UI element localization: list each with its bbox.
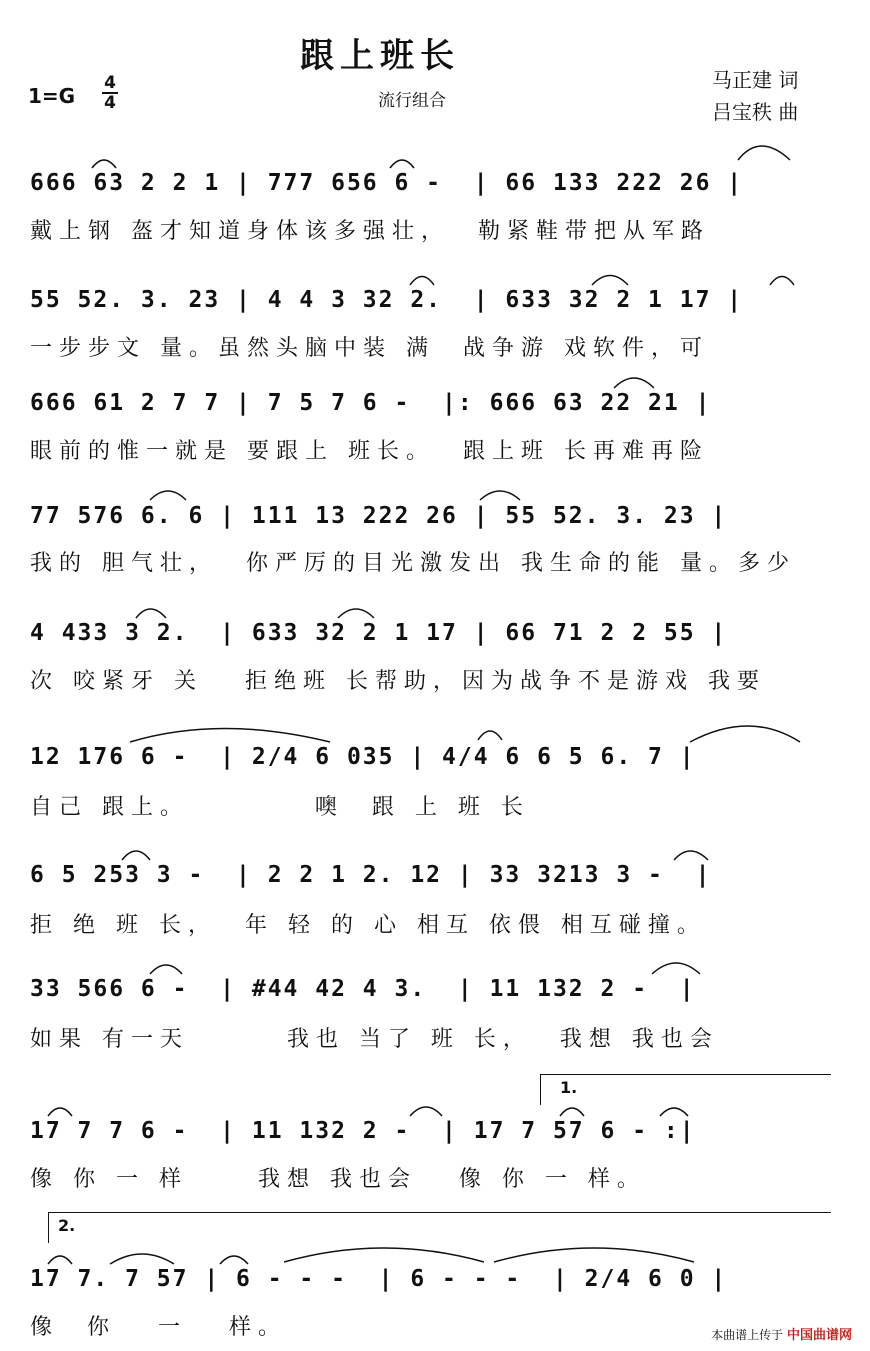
notation-line-2: 55 52. 3. 23 | 4 4 3 32 2. | 633 32 2 1 17 | bbox=[30, 287, 744, 313]
lyrics-line-10: 像 你 一 样。 bbox=[30, 1315, 287, 1340]
first-ending-label: 1. bbox=[560, 1078, 578, 1097]
notation-line-10: 17 7. 7 57 | 6 - - - | 6 - - - | 2/4 6 0 | bbox=[30, 1266, 728, 1292]
notation-line-6: 12 176 6 - | 2/4 6 035 | 4/4 6 6 5 6. 7 | bbox=[30, 744, 696, 770]
lyrics-line-4: 我的 胆气壮， 你严厉的目光激发出 我生命的能 量。多少 bbox=[30, 551, 796, 576]
composer-credit: 吕宝秩 曲 bbox=[712, 100, 799, 124]
notation-line-9: 17 7 7 6 - | 11 132 2 - | 17 7 57 6 - :| bbox=[30, 1118, 696, 1144]
footer-site[interactable]: 中国曲谱网 bbox=[786, 1328, 852, 1343]
footer-text: 本曲谱上传于 bbox=[711, 1328, 784, 1342]
time-signature-top: 4 bbox=[104, 73, 116, 93]
lyrics-line-1: 戴上钢 盔才知道身体该多强壮， 勒紧鞋带把从军路 bbox=[30, 219, 710, 244]
notation-line-7: 6 5 253 3 - | 2 2 1 2. 12 | 33 3213 3 - | bbox=[30, 862, 712, 888]
notation-line-5: 4 433 3 2. | 633 32 2 1 17 | 66 71 2 2 55 | bbox=[30, 620, 728, 646]
lyrics-line-7: 拒 绝 班 长， 年 轻 的 心 相互 依偎 相互碰撞。 bbox=[30, 913, 706, 938]
lyrics-line-5: 次 咬紧牙 关 拒绝班 长帮助，因为战争不是游戏 我要 bbox=[30, 669, 766, 694]
lyrics-line-9: 像 你 一 样 我想 我也会 像 你 一 样。 bbox=[30, 1167, 646, 1192]
notation-line-4: 77 576 6. 6 | 111 13 222 26 | 55 52. 3. 23 | bbox=[30, 503, 728, 529]
notation-line-1: 666 63 2 2 1 | 777 656 6 - | 66 133 222 26 | bbox=[30, 170, 744, 196]
time-signature-bottom: 4 bbox=[104, 93, 116, 113]
lyricist-credit: 马正建 词 bbox=[712, 68, 799, 92]
footer-credit bbox=[711, 1324, 852, 1343]
lyrics-line-6: 自己 跟上。 噢 跟 上 班 长 bbox=[30, 795, 530, 820]
lyrics-line-3: 眼前的惟一就是 要跟上 班长。 跟上班 长再难再险 bbox=[30, 439, 709, 464]
lyrics-line-8: 如果 有一天 我也 当了 班 长， 我想 我也会 bbox=[30, 1027, 719, 1052]
second-ending-label: 2. bbox=[58, 1216, 76, 1235]
notation-line-8: 33 566 6 - | #44 42 4 3. | 11 132 2 - | bbox=[30, 976, 696, 1002]
notation-line-3: 666 61 2 7 7 | 7 5 7 6 - |: 666 63 22 21 | bbox=[30, 390, 712, 416]
song-title: 跟上班长 bbox=[300, 36, 460, 76]
lyrics-line-2: 一步步文 量。虽然头脑中装 满 战争游 戏软件，可 bbox=[30, 336, 709, 361]
key-signature: 1=G bbox=[28, 84, 76, 108]
performer-subtitle: 流行组合 bbox=[378, 91, 446, 111]
